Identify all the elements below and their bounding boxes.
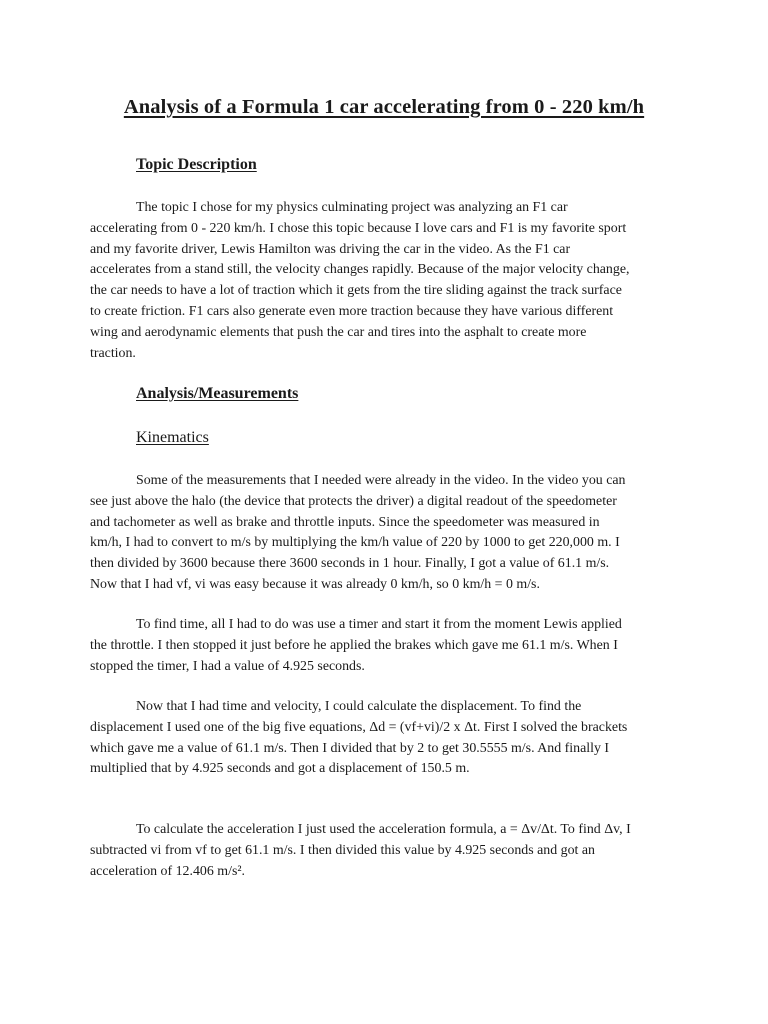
text-line: then divided by 3600 because there 3600 seconds in 1 hour. Finally, I got a value of 61.1 m/s. [90, 556, 610, 572]
text-line: accelerates from a stand still, the velocity changes rapidly. Because of the major velocity change, [90, 262, 630, 278]
text-line: wing and aerodynamic elements that push the car and tires into the asphalt to create more [90, 324, 587, 340]
text-line: multiplied that by 4.925 seconds and got a displacement of 150.5 m. [90, 761, 470, 777]
text-line: and tachometer as well as brake and throttle inputs. Since the speedometer was measured in [90, 514, 600, 530]
text-line: the throttle. I then stopped it just before he applied the brakes which gave me 61.1 m/s. When I [90, 637, 618, 653]
text-line: traction. [90, 345, 136, 361]
text-line: and my favorite driver, Lewis Hamilton was driving the car in the video. As the F1 car [90, 241, 571, 257]
text-line: subtracted vi from vf to get 61.1 m/s. I then divided this value by 4.925 seconds and got an [90, 842, 595, 858]
text-line: stopped the timer, I had a value of 4.925 seconds. [90, 658, 365, 674]
text-line: Now that I had vf, vi was easy because it was already 0 km/h, so 0 km/h = 0 m/s. [90, 576, 540, 592]
text-line: see just above the halo (the device that protects the driver) a digital readout of the speedometer [90, 493, 617, 509]
text-line: To calculate the acceleration I just used the acceleration formula, a = Δv/Δt. To find Δv, I [136, 822, 631, 837]
text-line: Now that I had time and velocity, I could calculate the displacement. To find the [136, 699, 582, 714]
heading-analysis-measurements: Analysis/Measurements [136, 385, 299, 402]
paragraph-kinematics-measurements [90, 471, 690, 596]
text-line: which gave me a value of 61.1 m/s. Then I divided that by 2 to get 30.5555 m/s. And finally I [90, 740, 610, 756]
paragraph-time [90, 615, 690, 677]
paragraph-acceleration [90, 820, 690, 882]
heading-topic-description: Topic Description [136, 156, 257, 173]
text-line: to create friction. F1 cars also generate even more traction because they have various different [90, 303, 614, 319]
document-title: Analysis of a Formula 1 car accelerating from 0 - 220 km/h [123, 96, 645, 118]
text-line: the car needs to have a lot of traction which it gets from the tire sliding against the track surface [90, 283, 622, 299]
text-line: displacement I used one of the big five equations, Δd = (vf+vi)/2 x Δt. First I solved the brackets [90, 719, 628, 735]
text-line: The topic I chose for my physics culminating project was analyzing an F1 car [136, 200, 568, 215]
text-line: To find time, all I had to do was use a timer and start it from the moment Lewis applied [136, 617, 622, 632]
subheading-kinematics: Kinematics [136, 429, 209, 446]
paragraph-topic-description [90, 198, 690, 364]
text-line: acceleration of 12.406 m/s². [90, 863, 245, 879]
paragraph-displacement [90, 697, 690, 780]
text-line: Some of the measurements that I needed were already in the video. In the video you can [136, 473, 626, 488]
text-line: accelerating from 0 - 220 km/h. I chose this topic because I love cars and F1 is my favorite sport [90, 220, 627, 236]
text-line: km/h, I had to convert to m/s by multiplying the km/h value of 220 by 1000 to get 220,000 m. I [90, 535, 620, 551]
